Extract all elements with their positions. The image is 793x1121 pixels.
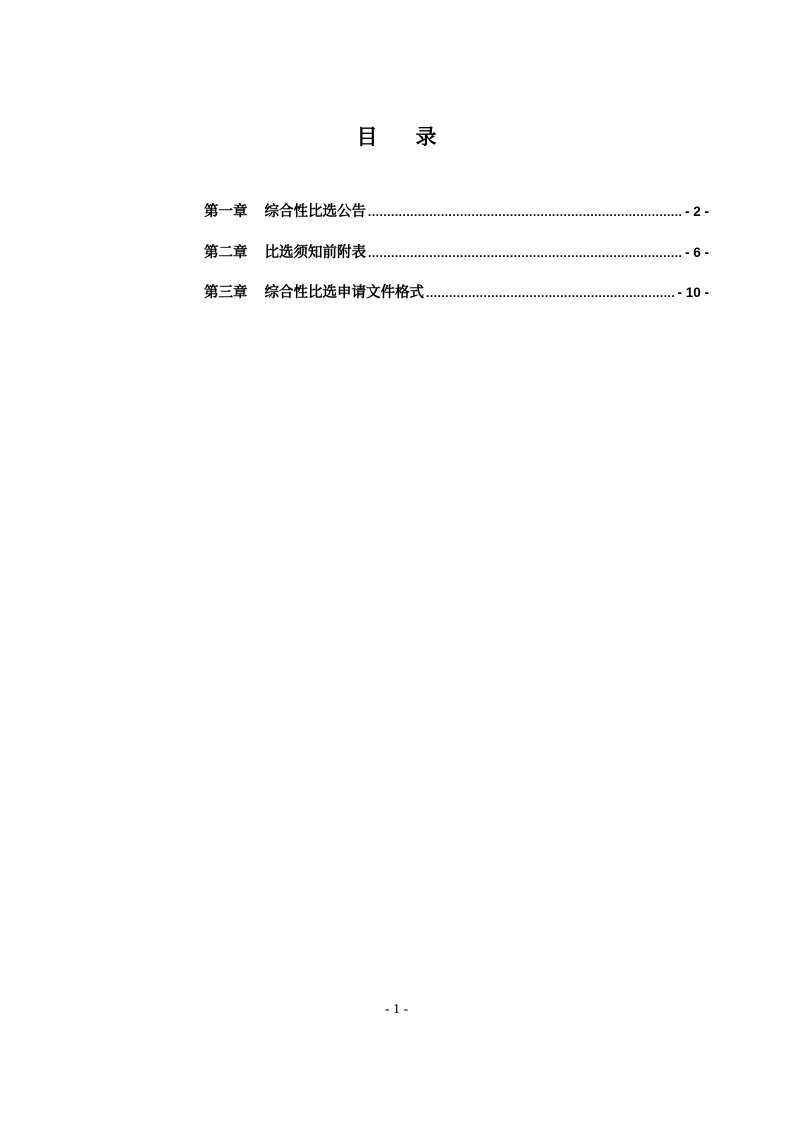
page-title — [0, 124, 793, 150]
toc-chapter-label: 第三章 — [204, 285, 248, 301]
toc-leader-dots — [368, 202, 682, 222]
toc-chapter-label: 第二章 — [204, 244, 248, 261]
title-char-right: 录 — [415, 125, 437, 149]
toc-page-number: - 2 - — [684, 204, 709, 219]
toc-entry-title: 比选须知前附表 — [264, 244, 366, 261]
toc-page-number: - 10 - — [677, 285, 709, 300]
toc-entry-chapter-1[interactable] — [204, 202, 709, 222]
toc-leader-dots — [368, 243, 682, 263]
title-char-left: 目 — [356, 125, 378, 149]
toc-entry-chapter-3[interactable] — [204, 283, 709, 303]
page-number: - 1 - — [384, 1002, 409, 1017]
toc-page-number: - 6 - — [684, 244, 709, 260]
toc-chapter-label: 第一章 — [204, 204, 248, 220]
table-of-contents — [204, 202, 709, 324]
toc-leader-dots — [426, 283, 674, 303]
toc-entry-title: 综合性比选公告 — [264, 204, 366, 220]
toc-entry-title: 综合性比选申请文件格式 — [264, 285, 424, 301]
toc-entry-chapter-2[interactable] — [204, 243, 709, 263]
